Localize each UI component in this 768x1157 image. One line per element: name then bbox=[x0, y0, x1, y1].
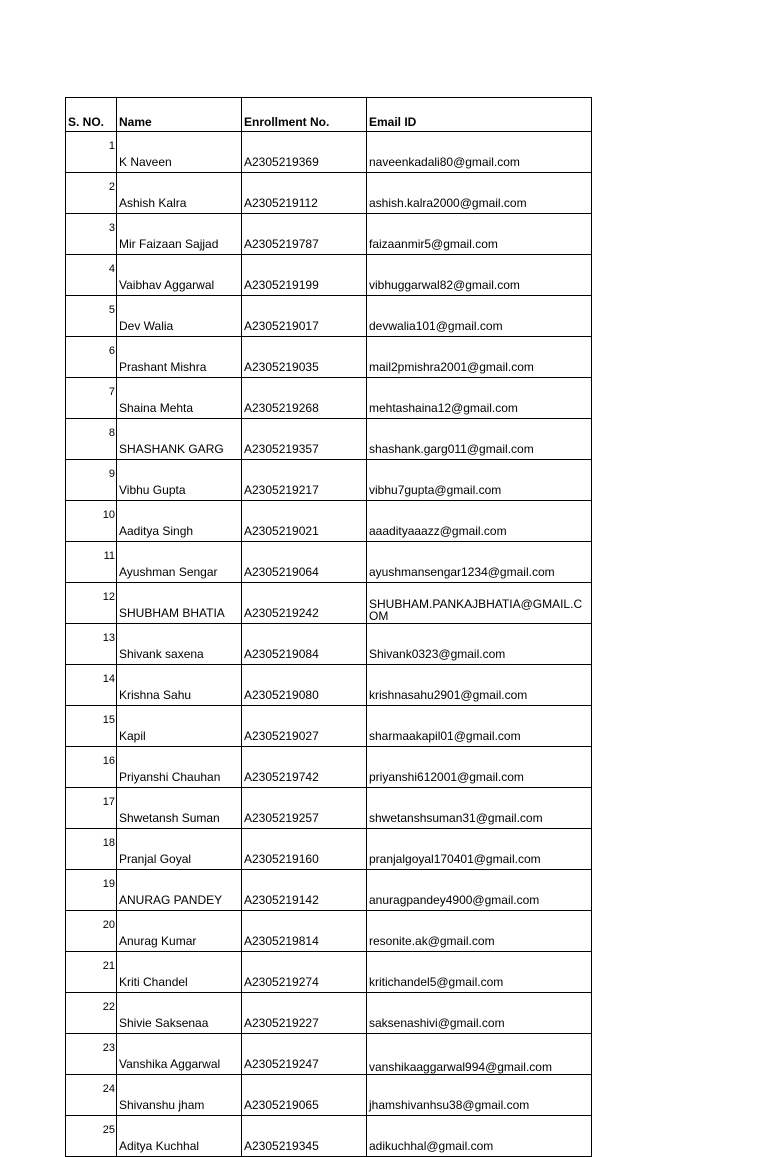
table-row bbox=[66, 870, 592, 911]
enrollment-cell: A2305219242 bbox=[242, 583, 367, 624]
sno-cell: 19 bbox=[66, 870, 117, 911]
email-cell: devwalia101@gmail.com bbox=[367, 296, 592, 337]
enrollment-cell: A2305219274 bbox=[242, 952, 367, 993]
email-cell: shashank.garg011@gmail.com bbox=[367, 419, 592, 460]
email-cell: anuragpandey4900@gmail.com bbox=[367, 870, 592, 911]
name-cell: Aditya Kuchhal bbox=[117, 1116, 242, 1157]
table-row bbox=[66, 501, 592, 542]
name-cell: ANURAG PANDEY bbox=[117, 870, 242, 911]
sno-cell: 8 bbox=[66, 419, 117, 460]
enrollment-cell: A2305219268 bbox=[242, 378, 367, 419]
sno-cell: 12 bbox=[66, 583, 117, 624]
name-cell: Ashish Kalra bbox=[117, 173, 242, 214]
sno-cell: 17 bbox=[66, 788, 117, 829]
sno-cell: 13 bbox=[66, 624, 117, 665]
email-cell: priyanshi612001@gmail.com bbox=[367, 747, 592, 788]
header-sno: S. NO. bbox=[66, 98, 117, 132]
table-row bbox=[66, 747, 592, 788]
table-row bbox=[66, 624, 592, 665]
table-row bbox=[66, 296, 592, 337]
sno-cell: 5 bbox=[66, 296, 117, 337]
email-cell: SHUBHAM.PANKAJBHATIA@GMAIL.COM bbox=[367, 583, 592, 624]
name-cell: Vanshika Aggarwal bbox=[117, 1034, 242, 1075]
sno-cell: 1 bbox=[66, 132, 117, 173]
sno-cell: 10 bbox=[66, 501, 117, 542]
table-row bbox=[66, 1034, 592, 1075]
enrollment-cell: A2305219064 bbox=[242, 542, 367, 583]
name-cell: K Naveen bbox=[117, 132, 242, 173]
table-row bbox=[66, 132, 592, 173]
name-cell: Mir Faizaan Sajjad bbox=[117, 214, 242, 255]
sno-cell: 11 bbox=[66, 542, 117, 583]
name-cell: Anurag Kumar bbox=[117, 911, 242, 952]
email-cell: aaadityaaazz@gmail.com bbox=[367, 501, 592, 542]
sno-cell: 25 bbox=[66, 1116, 117, 1157]
table-row bbox=[66, 214, 592, 255]
table-row bbox=[66, 1075, 592, 1116]
email-cell: pranjalgoyal170401@gmail.com bbox=[367, 829, 592, 870]
sno-cell: 4 bbox=[66, 255, 117, 296]
table-row bbox=[66, 1116, 592, 1157]
enrollment-cell: A2305219017 bbox=[242, 296, 367, 337]
table-row bbox=[66, 788, 592, 829]
name-cell: Pranjal Goyal bbox=[117, 829, 242, 870]
email-cell: saksenashivi@gmail.com bbox=[367, 993, 592, 1034]
name-cell: Kriti Chandel bbox=[117, 952, 242, 993]
email-cell: faizaanmir5@gmail.com bbox=[367, 214, 592, 255]
name-cell: Shwetansh Suman bbox=[117, 788, 242, 829]
enrollment-cell: A2305219142 bbox=[242, 870, 367, 911]
table-row bbox=[66, 378, 592, 419]
sno-cell: 24 bbox=[66, 1075, 117, 1116]
sno-cell: 14 bbox=[66, 665, 117, 706]
name-cell: Shivanshu jham bbox=[117, 1075, 242, 1116]
enrollment-cell: A2305219084 bbox=[242, 624, 367, 665]
header-enrollment: Enrollment No. bbox=[242, 98, 367, 132]
enrollment-cell: A2305219080 bbox=[242, 665, 367, 706]
table-row bbox=[66, 706, 592, 747]
sno-cell: 6 bbox=[66, 337, 117, 378]
table-row bbox=[66, 829, 592, 870]
name-cell: Ayushman Sengar bbox=[117, 542, 242, 583]
enrollment-cell: A2305219814 bbox=[242, 911, 367, 952]
enrollment-cell: A2305219160 bbox=[242, 829, 367, 870]
enrollment-cell: A2305219227 bbox=[242, 993, 367, 1034]
sno-cell: 15 bbox=[66, 706, 117, 747]
sno-cell: 21 bbox=[66, 952, 117, 993]
name-cell: Prashant Mishra bbox=[117, 337, 242, 378]
sno-cell: 3 bbox=[66, 214, 117, 255]
header-row bbox=[66, 98, 592, 132]
name-cell: SHUBHAM BHATIA bbox=[117, 583, 242, 624]
sno-cell: 18 bbox=[66, 829, 117, 870]
enrollment-cell: A2305219065 bbox=[242, 1075, 367, 1116]
sno-cell: 7 bbox=[66, 378, 117, 419]
name-cell: Vaibhav Aggarwal bbox=[117, 255, 242, 296]
table-row bbox=[66, 665, 592, 706]
name-cell: SHASHANK GARG bbox=[117, 419, 242, 460]
sno-cell: 22 bbox=[66, 993, 117, 1034]
enrollment-cell: A2305219369 bbox=[242, 132, 367, 173]
email-cell: jhamshivanhsu38@gmail.com bbox=[367, 1075, 592, 1116]
table-row bbox=[66, 583, 592, 624]
email-cell: Shivank0323@gmail.com bbox=[367, 624, 592, 665]
header-name: Name bbox=[117, 98, 242, 132]
enrollment-cell: A2305219345 bbox=[242, 1116, 367, 1157]
enrollment-cell: A2305219112 bbox=[242, 173, 367, 214]
table-row bbox=[66, 460, 592, 501]
email-cell: sharmaakapil01@gmail.com bbox=[367, 706, 592, 747]
enrollment-cell: A2305219217 bbox=[242, 460, 367, 501]
name-cell: Krishna Sahu bbox=[117, 665, 242, 706]
sno-cell: 2 bbox=[66, 173, 117, 214]
enrollment-cell: A2305219035 bbox=[242, 337, 367, 378]
enrollment-cell: A2305219787 bbox=[242, 214, 367, 255]
table-row bbox=[66, 419, 592, 460]
table-row bbox=[66, 542, 592, 583]
name-cell: Kapil bbox=[117, 706, 242, 747]
table-row bbox=[66, 911, 592, 952]
email-cell: kritichandel5@gmail.com bbox=[367, 952, 592, 993]
email-cell: vibhuggarwal82@gmail.com bbox=[367, 255, 592, 296]
roster-body bbox=[66, 132, 592, 1157]
email-cell: vanshikaaggarwal994@gmail.com bbox=[367, 1034, 592, 1075]
table-row bbox=[66, 173, 592, 214]
name-cell: Vibhu Gupta bbox=[117, 460, 242, 501]
enrollment-cell: A2305219199 bbox=[242, 255, 367, 296]
sno-cell: 16 bbox=[66, 747, 117, 788]
email-cell: mehtashaina12@gmail.com bbox=[367, 378, 592, 419]
email-cell: adikuchhal@gmail.com bbox=[367, 1116, 592, 1157]
email-cell: resonite.ak@gmail.com bbox=[367, 911, 592, 952]
enrollment-cell: A2305219357 bbox=[242, 419, 367, 460]
email-cell: mail2pmishra2001@gmail.com bbox=[367, 337, 592, 378]
email-cell: ayushmansengar1234@gmail.com bbox=[367, 542, 592, 583]
email-cell: vibhu7gupta@gmail.com bbox=[367, 460, 592, 501]
email-cell: naveenkadali80@gmail.com bbox=[367, 132, 592, 173]
enrollment-cell: A2305219027 bbox=[242, 706, 367, 747]
name-cell: Aaditya Singh bbox=[117, 501, 242, 542]
enrollment-cell: A2305219742 bbox=[242, 747, 367, 788]
name-cell: Shivank saxena bbox=[117, 624, 242, 665]
name-cell: Priyanshi Chauhan bbox=[117, 747, 242, 788]
student-roster-table bbox=[65, 97, 592, 1157]
table-row bbox=[66, 255, 592, 296]
name-cell: Shaina Mehta bbox=[117, 378, 242, 419]
sno-cell: 9 bbox=[66, 460, 117, 501]
name-cell: Dev Walia bbox=[117, 296, 242, 337]
student-roster-sheet bbox=[65, 97, 591, 1157]
name-cell: Shivie Saksenaa bbox=[117, 993, 242, 1034]
table-row bbox=[66, 337, 592, 378]
email-cell: ashish.kalra2000@gmail.com bbox=[367, 173, 592, 214]
sno-cell: 20 bbox=[66, 911, 117, 952]
header-email: Email ID bbox=[367, 98, 592, 132]
email-cell: shwetanshsuman31@gmail.com bbox=[367, 788, 592, 829]
enrollment-cell: A2305219021 bbox=[242, 501, 367, 542]
table-row bbox=[66, 952, 592, 993]
email-cell: krishnasahu2901@gmail.com bbox=[367, 665, 592, 706]
enrollment-cell: A2305219247 bbox=[242, 1034, 367, 1075]
enrollment-cell: A2305219257 bbox=[242, 788, 367, 829]
table-row bbox=[66, 993, 592, 1034]
sno-cell: 23 bbox=[66, 1034, 117, 1075]
